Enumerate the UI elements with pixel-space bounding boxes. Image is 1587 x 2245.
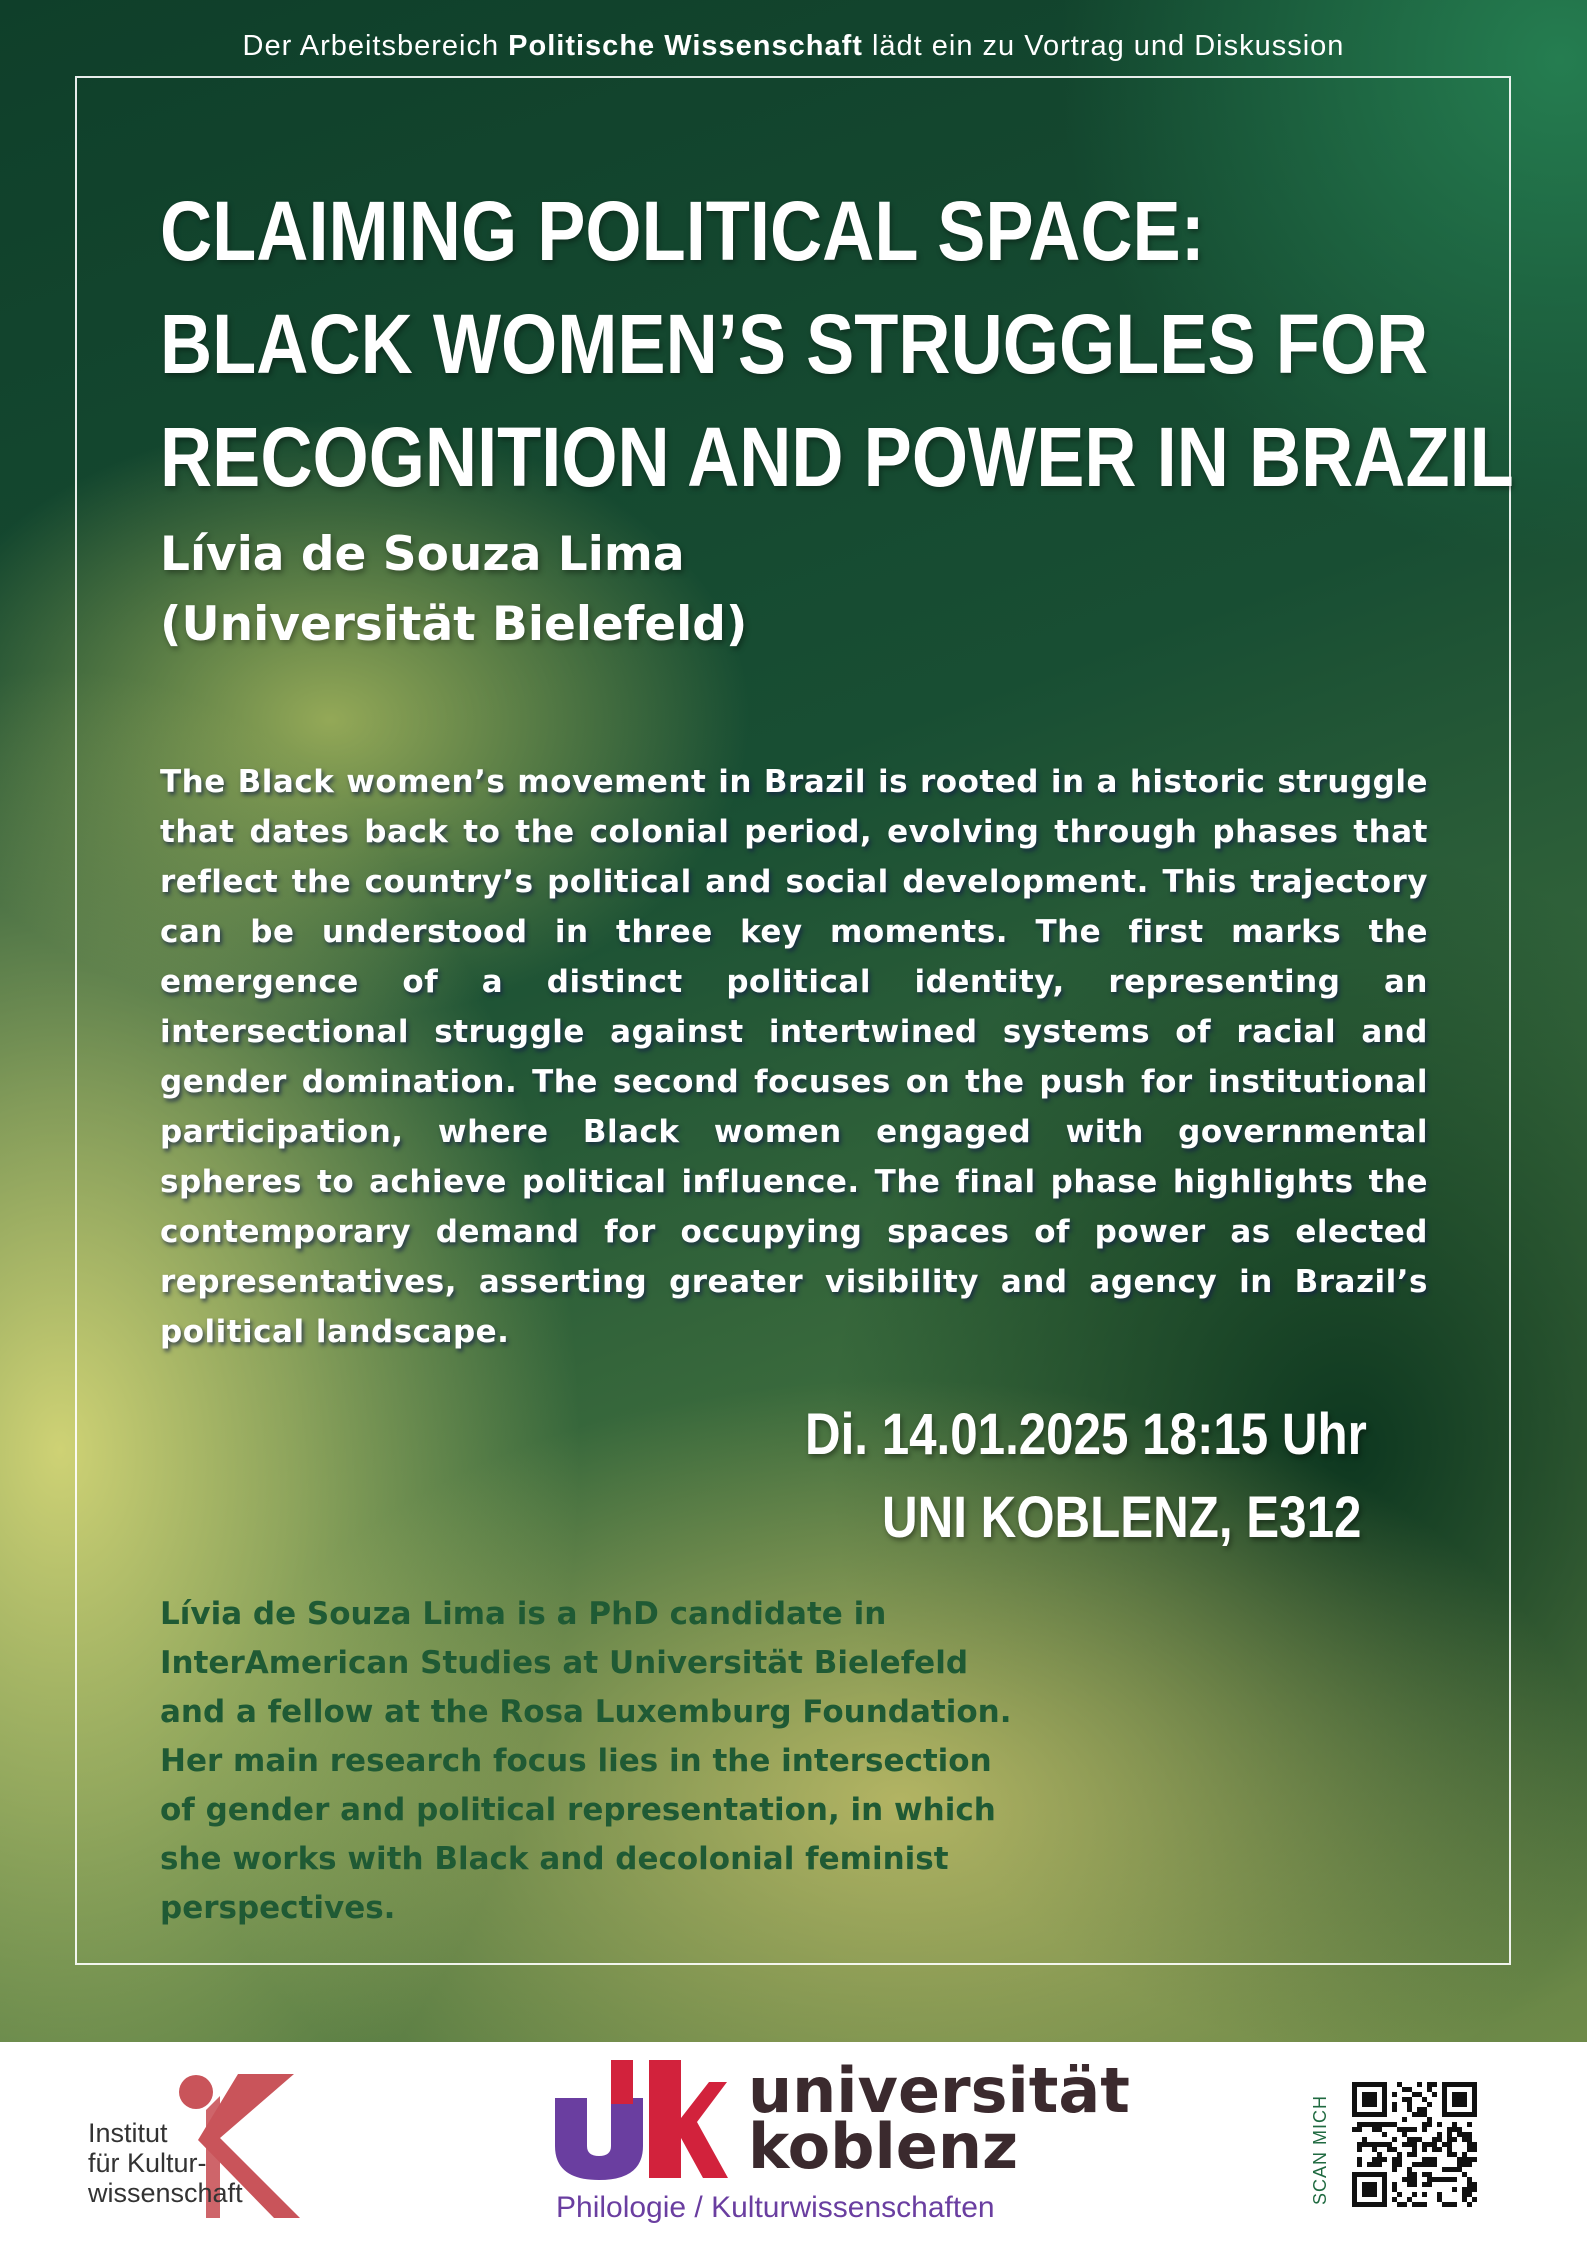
talk-title-line-1: CLAIMING POLITICAL SPACE: — [160, 184, 1205, 278]
speaker-bio-line: perspectives. — [160, 1890, 396, 1926]
qr-code-icon[interactable] — [1352, 2082, 1477, 2207]
institute-name-line: für Kultur- — [88, 2148, 207, 2178]
university-name-line: universität — [748, 2054, 1130, 2127]
talk-title-line-2: BLACK WOMEN’S STRUGGLES FOR — [160, 297, 1429, 391]
invitation-prefix: Der Arbeitsbereich — [242, 30, 509, 62]
uk-logo-icon — [553, 2060, 728, 2180]
speaker-affiliation: (Universität Bielefeld) — [160, 597, 748, 652]
university-name — [748, 2054, 1130, 2183]
institute-name-line: wissenschaft — [88, 2178, 243, 2208]
talk-title-line-3: RECOGNITION AND POWER IN BRAZIL — [160, 410, 1514, 504]
speaker-bio-line: of gender and political representation, in which — [160, 1792, 996, 1828]
speaker-bio-line: InterAmerican Studies at Universität Bielefeld — [160, 1645, 969, 1681]
event-datetime: Di. 14.01.2025 18:15 Uhr — [805, 1402, 1367, 1467]
university-name-line: koblenz — [748, 2110, 1019, 2183]
speaker-bio-line: Lívia de Souza Lima is a PhD candidate in — [160, 1596, 887, 1632]
invitation-line — [0, 30, 1587, 63]
institute-name — [88, 2118, 243, 2208]
talk-title — [160, 175, 1514, 514]
scan-label: SCAN MICH — [1310, 2094, 1330, 2205]
institute-name-line: Institut — [88, 2118, 168, 2148]
faculty-name: Philologie / Kulturwissenschaften — [556, 2191, 995, 2224]
speaker-bio-line: Her main research focus lies in the intersection — [160, 1743, 992, 1779]
invitation-suffix: lädt ein zu Vortrag und Diskussion — [862, 30, 1345, 62]
speaker-name: Lívia de Souza Lima — [160, 527, 685, 582]
speaker-bio-line: and a fellow at the Rosa Luxemburg Foundation. — [160, 1694, 1012, 1730]
invitation-department: Politische Wissenschaft — [508, 30, 863, 62]
event-venue: UNI KOBLENZ, E312 — [882, 1485, 1362, 1550]
speaker-bio — [160, 1590, 1030, 1933]
speaker-block — [160, 520, 747, 660]
speaker-bio-line: she works with Black and decolonial feminist — [160, 1841, 949, 1877]
talk-abstract: The Black women’s movement in Brazil is rooted in a historic struggle that dates back to the colonial period, evolving through phases that reflect the country’s political and social development. This trajectory can be understood in three key moments. The first marks the emergence of a distinct political identity, representing an intersectional struggle against intertwined systems of racial and gender domination. The second focuses on the push for institutional participation, where Black women engaged with governmental spheres to achieve political influence. The final phase highlights the contemporary demand for occupying spaces of power as elected representatives, asserting greater visibility and agency in Brazil’s political landscape. — [160, 764, 1428, 1350]
